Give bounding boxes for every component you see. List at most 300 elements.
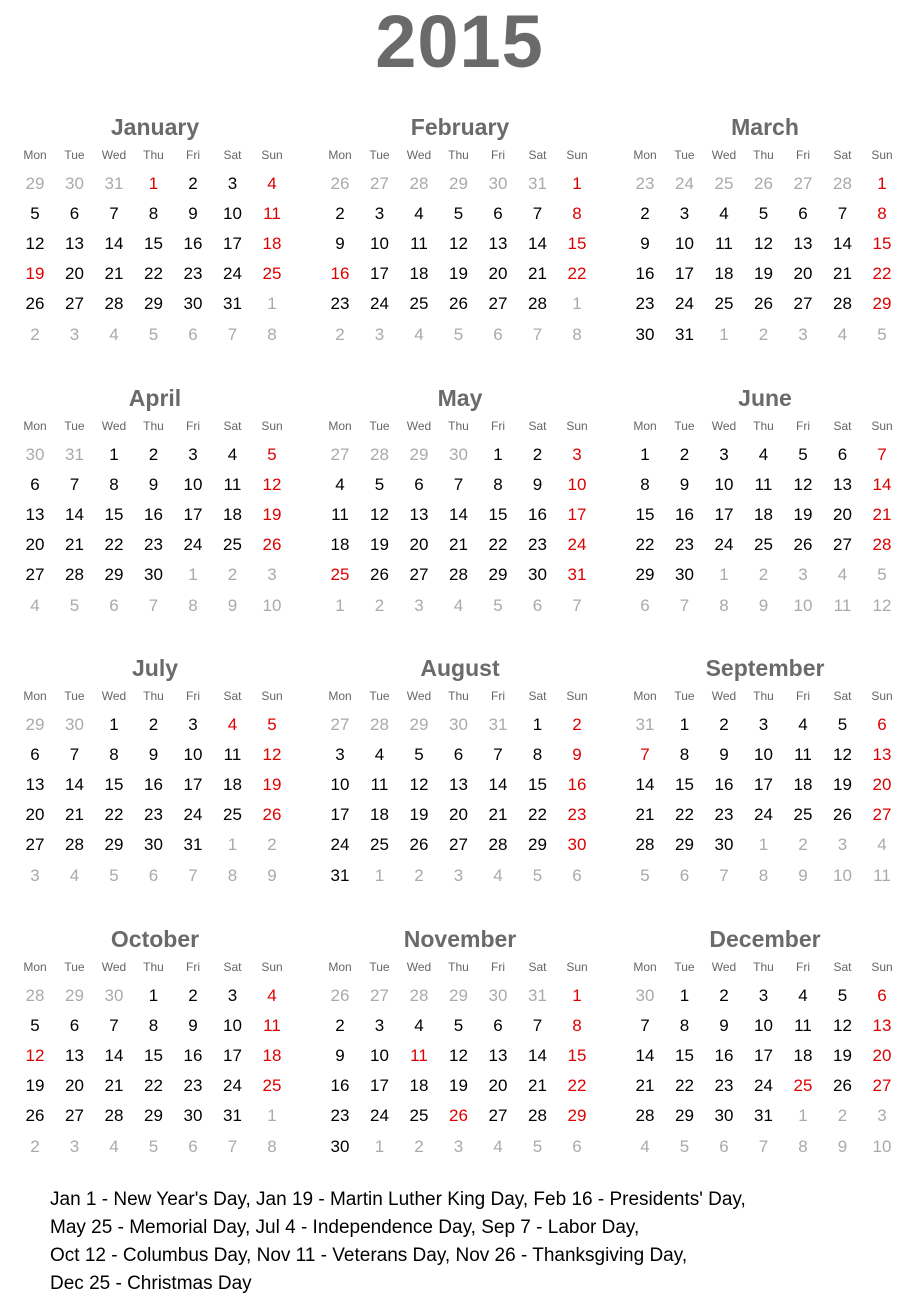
day-cell: 25 (409, 294, 429, 314)
day-cell: 31 (754, 1106, 773, 1126)
weekday-header: Wed (406, 419, 432, 433)
day-cell: 20 (872, 1046, 892, 1066)
day-cell: 25 (754, 535, 773, 555)
day-cell: 29 (25, 715, 45, 734)
day-cell: 22 (144, 264, 163, 284)
day-cell: 25 (262, 264, 282, 284)
day-cell: 28 (65, 835, 84, 855)
day-cell: 6 (572, 865, 582, 885)
day-cell: 4 (758, 445, 769, 464)
weekday-header: Wed (101, 419, 127, 433)
day-cell: 13 (449, 775, 468, 795)
day-cell: 2 (719, 986, 729, 1005)
day-cell: 7 (532, 204, 543, 224)
day-cell: 30 (104, 986, 124, 1005)
day-cell: 8 (532, 745, 543, 765)
day-cell: 17 (183, 775, 203, 795)
day-cell: 13 (409, 505, 429, 525)
day-cell: 1 (148, 174, 159, 193)
day-cell: 3 (227, 174, 238, 193)
day-cell: 18 (370, 805, 389, 825)
day-cell: 2 (148, 445, 159, 464)
day-cell: 30 (488, 986, 508, 1005)
day-cell: 24 (714, 535, 734, 555)
day-cell: 1 (798, 1106, 808, 1126)
weekday-header: Sun (261, 148, 283, 162)
day-cell: 7 (69, 745, 80, 765)
day-cell: 1 (758, 835, 769, 855)
day-cell: 27 (872, 1076, 892, 1096)
day-cell: 27 (25, 565, 45, 585)
day-cell: 12 (449, 234, 468, 254)
day-cell: 5 (374, 475, 385, 495)
day-cell: 11 (223, 475, 242, 495)
day-cell: 7 (109, 1016, 119, 1036)
day-cell: 6 (30, 475, 40, 495)
day-cell: 11 (263, 1016, 281, 1036)
day-cell: 28 (104, 1106, 124, 1126)
day-cell: 9 (227, 595, 238, 615)
day-cell: 9 (188, 1016, 198, 1036)
day-cell: 28 (409, 174, 429, 193)
day-cell: 3 (798, 565, 808, 585)
day-cell: 13 (793, 234, 813, 254)
day-cell: 22 (675, 805, 694, 825)
month-title: June (738, 385, 792, 411)
day-cell: 30 (714, 1106, 734, 1126)
day-cell: 10 (714, 475, 734, 495)
day-cell: 29 (409, 715, 429, 734)
day-cell: 15 (144, 234, 163, 254)
day-cell: 26 (262, 535, 282, 555)
day-cell: 26 (449, 294, 468, 314)
day-cell: 29 (488, 565, 508, 585)
day-cell: 28 (635, 835, 655, 855)
day-cell: 1 (267, 294, 277, 314)
day-cell: 4 (30, 595, 40, 615)
day-cell: 28 (25, 986, 45, 1005)
day-cell: 16 (567, 775, 587, 795)
day-cell: 29 (872, 294, 892, 314)
day-cell: 21 (872, 505, 892, 525)
weekday-header: Wed (711, 960, 737, 974)
day-cell: 19 (262, 505, 282, 525)
day-cell: 17 (370, 264, 389, 284)
day-cell: 7 (837, 204, 848, 224)
weekday-header: Sun (261, 960, 283, 974)
day-cell: 28 (449, 565, 468, 585)
day-cell: 28 (370, 715, 389, 734)
day-cell: 18 (754, 505, 773, 525)
day-cell: 28 (409, 986, 429, 1005)
weekday-header: Sun (871, 960, 893, 974)
day-cell: 20 (833, 505, 852, 525)
day-cell: 25 (714, 174, 734, 193)
day-cell: 11 (754, 475, 773, 495)
day-cell: 18 (409, 264, 429, 284)
day-cell: 23 (567, 805, 587, 825)
day-cell: 29 (25, 174, 45, 193)
weekday-header: Sat (223, 148, 242, 162)
day-cell: 8 (267, 324, 277, 344)
day-cell: 20 (449, 805, 468, 825)
day-cell: 16 (635, 264, 655, 284)
day-cell: 19 (793, 505, 813, 525)
weekday-header: Mon (23, 689, 47, 703)
day-cell: 3 (453, 1136, 464, 1156)
day-cell: 8 (572, 204, 582, 224)
day-cell: 6 (719, 1136, 729, 1156)
day-cell: 26 (833, 805, 852, 825)
day-cell: 17 (370, 1076, 389, 1096)
day-cell: 24 (675, 174, 694, 193)
day-cell: 8 (719, 595, 729, 615)
day-cell: 29 (528, 835, 547, 855)
day-cell: 2 (640, 204, 650, 224)
holidays-line: Oct 12 - Columbus Day, Nov 11 - Veterans Day, Nov 26 - Thanksgiving Day, (50, 1245, 688, 1266)
day-cell: 27 (330, 715, 350, 734)
day-cell: 1 (374, 865, 385, 885)
day-cell: 12 (409, 775, 429, 795)
weekday-header: Mon (328, 148, 352, 162)
day-cell: 2 (227, 565, 238, 585)
day-cell: 20 (409, 535, 429, 555)
day-cell: 13 (872, 745, 892, 765)
day-cell: 3 (877, 1106, 887, 1126)
weekday-header: Fri (186, 148, 200, 162)
weekday-header: Fri (186, 960, 200, 974)
day-cell: 30 (65, 174, 84, 193)
weekday-header: Sun (566, 148, 588, 162)
day-cell: 10 (833, 865, 852, 885)
day-cell: 18 (714, 264, 734, 284)
day-cell: 15 (635, 505, 655, 525)
day-cell: 10 (183, 475, 203, 495)
day-cell: 23 (714, 1076, 734, 1096)
weekday-header: Fri (186, 689, 200, 703)
day-cell: 2 (30, 324, 40, 344)
day-cell: 8 (877, 204, 887, 224)
day-cell: 27 (488, 294, 508, 314)
day-cell: 24 (567, 535, 587, 555)
weekday-header: Sun (566, 419, 588, 433)
day-cell: 12 (262, 745, 282, 765)
day-cell: 3 (374, 324, 385, 344)
day-cell: 14 (635, 1046, 655, 1066)
weekday-header: Sat (528, 148, 547, 162)
weekday-header: Thu (753, 689, 774, 703)
day-cell: 25 (793, 805, 813, 825)
day-cell: 8 (267, 1136, 277, 1156)
day-cell: 18 (262, 234, 282, 254)
day-cell: 8 (188, 595, 198, 615)
day-cell: 14 (528, 234, 547, 254)
day-cell: 30 (675, 565, 694, 585)
day-cell: 5 (877, 565, 887, 585)
day-cell: 6 (453, 745, 464, 765)
weekday-header: Tue (369, 960, 390, 974)
day-cell: 21 (449, 535, 468, 555)
day-cell: 24 (675, 294, 694, 314)
day-cell: 2 (188, 986, 198, 1005)
day-cell: 4 (640, 1136, 650, 1156)
weekday-header: Sun (261, 689, 283, 703)
day-cell: 29 (675, 1106, 694, 1126)
day-cell: 6 (679, 865, 690, 885)
day-cell: 28 (833, 294, 852, 314)
day-cell: 20 (25, 535, 45, 555)
month-title: February (410, 114, 510, 140)
day-cell: 4 (109, 324, 119, 344)
day-cell: 4 (69, 865, 80, 885)
day-cell: 5 (30, 204, 40, 224)
day-cell: 21 (104, 1076, 124, 1096)
weekday-header: Tue (369, 689, 390, 703)
day-cell: 22 (104, 535, 124, 555)
day-cell: 8 (109, 475, 119, 495)
day-cell: 2 (148, 715, 159, 734)
day-cell: 1 (267, 1106, 277, 1126)
day-cell: 26 (833, 1076, 852, 1096)
day-cell: 27 (793, 174, 813, 193)
day-cell: 27 (25, 835, 45, 855)
day-cell: 8 (572, 1016, 582, 1036)
day-cell: 22 (567, 1076, 587, 1096)
day-cell: 23 (528, 535, 547, 555)
day-cell: 10 (223, 204, 242, 224)
day-cell: 9 (267, 865, 277, 885)
weekday-header: Tue (674, 419, 695, 433)
day-cell: 10 (262, 595, 282, 615)
day-cell: 29 (104, 835, 124, 855)
weekday-header: Sat (833, 689, 852, 703)
day-cell: 23 (183, 1076, 203, 1096)
day-cell: 29 (65, 986, 84, 1005)
day-cell: 5 (837, 715, 848, 734)
day-cell: 6 (798, 204, 808, 224)
day-cell: 1 (572, 986, 582, 1005)
day-cell: 21 (635, 1076, 655, 1096)
day-cell: 3 (758, 715, 769, 734)
day-cell: 14 (872, 475, 892, 495)
month-title: March (731, 114, 799, 140)
day-cell: 19 (449, 264, 468, 284)
weekday-header: Fri (796, 689, 810, 703)
day-cell: 4 (335, 475, 345, 495)
day-cell: 21 (104, 264, 124, 284)
day-cell: 5 (267, 445, 277, 464)
day-cell: 5 (453, 1016, 464, 1036)
weekday-header: Thu (143, 419, 164, 433)
day-cell: 31 (183, 835, 203, 855)
month-title: August (420, 655, 500, 681)
day-cell: 9 (679, 475, 690, 495)
day-cell: 9 (188, 204, 198, 224)
weekday-header: Wed (406, 689, 432, 703)
day-cell: 29 (409, 445, 429, 464)
day-cell: 1 (572, 174, 582, 193)
day-cell: 2 (335, 204, 345, 224)
day-cell: 1 (109, 445, 119, 464)
day-cell: 17 (714, 505, 734, 525)
day-cell: 3 (30, 865, 40, 885)
day-cell: 9 (640, 234, 650, 254)
day-cell: 3 (374, 1016, 385, 1036)
day-cell: 5 (837, 986, 848, 1005)
day-cell: 3 (837, 835, 848, 855)
day-cell: 2 (758, 565, 769, 585)
day-cell: 22 (144, 1076, 163, 1096)
day-cell: 31 (567, 565, 587, 585)
weekday-header: Fri (491, 689, 505, 703)
day-cell: 23 (714, 805, 734, 825)
day-cell: 13 (833, 475, 852, 495)
day-cell: 23 (183, 264, 203, 284)
day-cell: 25 (370, 835, 389, 855)
day-cell: 20 (65, 264, 84, 284)
day-cell: 16 (675, 505, 694, 525)
day-cell: 19 (449, 1076, 468, 1096)
day-cell: 16 (330, 264, 350, 284)
day-cell: 21 (65, 805, 84, 825)
day-cell: 27 (409, 565, 429, 585)
day-cell: 7 (109, 204, 119, 224)
day-cell: 31 (223, 1106, 242, 1126)
day-cell: 3 (267, 565, 277, 585)
day-cell: 26 (449, 1106, 468, 1126)
day-cell: 26 (25, 1106, 45, 1126)
day-cell: 18 (223, 775, 242, 795)
day-cell: 14 (104, 1046, 124, 1066)
weekday-header: Sun (871, 419, 893, 433)
day-cell: 25 (330, 565, 350, 585)
day-cell: 10 (567, 475, 587, 495)
day-cell: 12 (872, 595, 892, 615)
day-cell: 12 (754, 234, 773, 254)
day-cell: 15 (567, 234, 587, 254)
weekday-header: Tue (64, 960, 85, 974)
day-cell: 12 (833, 745, 852, 765)
weekday-header: Thu (753, 419, 774, 433)
day-cell: 2 (335, 324, 345, 344)
day-cell: 27 (370, 174, 389, 193)
day-cell: 6 (493, 324, 503, 344)
day-cell: 8 (758, 865, 769, 885)
day-cell: 31 (65, 445, 84, 464)
day-cell: 30 (144, 835, 163, 855)
day-cell: 29 (675, 835, 694, 855)
day-cell: 30 (567, 835, 587, 855)
month-title: December (709, 926, 821, 952)
day-cell: 27 (872, 805, 892, 825)
weekday-header: Mon (633, 148, 657, 162)
day-cell: 13 (65, 1046, 84, 1066)
day-cell: 24 (183, 805, 203, 825)
day-cell: 8 (109, 745, 119, 765)
holidays-line: Jan 1 - New Year's Day, Jan 19 - Martin Luther King Day, Feb 16 - Presidents' Day, (50, 1189, 746, 1210)
day-cell: 30 (449, 715, 468, 734)
day-cell: 3 (414, 595, 424, 615)
day-cell: 30 (528, 565, 547, 585)
day-cell: 25 (714, 294, 734, 314)
day-cell: 1 (188, 565, 198, 585)
day-cell: 2 (572, 715, 582, 734)
day-cell: 6 (69, 204, 80, 224)
day-cell: 16 (144, 775, 163, 795)
day-cell: 15 (528, 775, 547, 795)
weekday-header: Thu (753, 148, 774, 162)
day-cell: 15 (567, 1046, 587, 1066)
weekday-header: Mon (328, 960, 352, 974)
day-cell: 19 (833, 775, 852, 795)
day-cell: 4 (414, 1016, 424, 1036)
day-cell: 9 (148, 475, 159, 495)
day-cell: 19 (409, 805, 429, 825)
day-cell: 6 (188, 1136, 198, 1156)
day-cell: 23 (635, 294, 655, 314)
day-cell: 5 (148, 324, 159, 344)
day-cell: 31 (675, 324, 694, 344)
day-cell: 31 (330, 865, 350, 885)
day-cell: 25 (409, 1106, 429, 1126)
day-cell: 4 (798, 715, 808, 734)
day-cell: 26 (409, 835, 429, 855)
day-cell: 23 (675, 535, 694, 555)
weekday-header: Tue (674, 960, 695, 974)
day-cell: 29 (144, 294, 163, 314)
day-cell: 30 (714, 835, 734, 855)
day-cell: 13 (65, 234, 84, 254)
day-cell: 13 (872, 1016, 892, 1036)
day-cell: 3 (572, 445, 582, 464)
day-cell: 2 (837, 1106, 848, 1126)
day-cell: 9 (148, 745, 159, 765)
day-cell: 7 (532, 1016, 543, 1036)
weekday-header: Sat (833, 419, 852, 433)
day-cell: 26 (330, 174, 350, 193)
day-cell: 4 (837, 324, 848, 344)
day-cell: 12 (793, 475, 813, 495)
day-cell: 9 (837, 1136, 848, 1156)
day-cell: 5 (267, 715, 277, 734)
day-cell: 26 (370, 565, 389, 585)
weekday-header: Sat (528, 689, 547, 703)
weekday-header: Sat (223, 419, 242, 433)
day-cell: 1 (679, 715, 690, 734)
day-cell: 7 (227, 1136, 238, 1156)
weekday-header: Thu (448, 148, 469, 162)
day-cell: 14 (488, 775, 508, 795)
weekday-header: Tue (674, 689, 695, 703)
weekday-header: Thu (448, 960, 469, 974)
day-cell: 15 (872, 234, 892, 254)
weekday-header: Sun (871, 148, 893, 162)
weekday-header: Tue (674, 148, 695, 162)
day-cell: 24 (183, 535, 203, 555)
day-cell: 17 (223, 1046, 242, 1066)
day-cell: 28 (833, 174, 852, 193)
day-cell: 4 (877, 835, 887, 855)
month-title: October (110, 926, 200, 952)
day-cell: 28 (528, 294, 547, 314)
day-cell: 6 (532, 595, 543, 615)
day-cell: 12 (262, 475, 282, 495)
day-cell: 31 (528, 174, 547, 193)
month-title: May (437, 385, 483, 411)
day-cell: 5 (414, 745, 424, 765)
day-cell: 11 (223, 745, 242, 765)
day-cell: 17 (675, 264, 694, 284)
